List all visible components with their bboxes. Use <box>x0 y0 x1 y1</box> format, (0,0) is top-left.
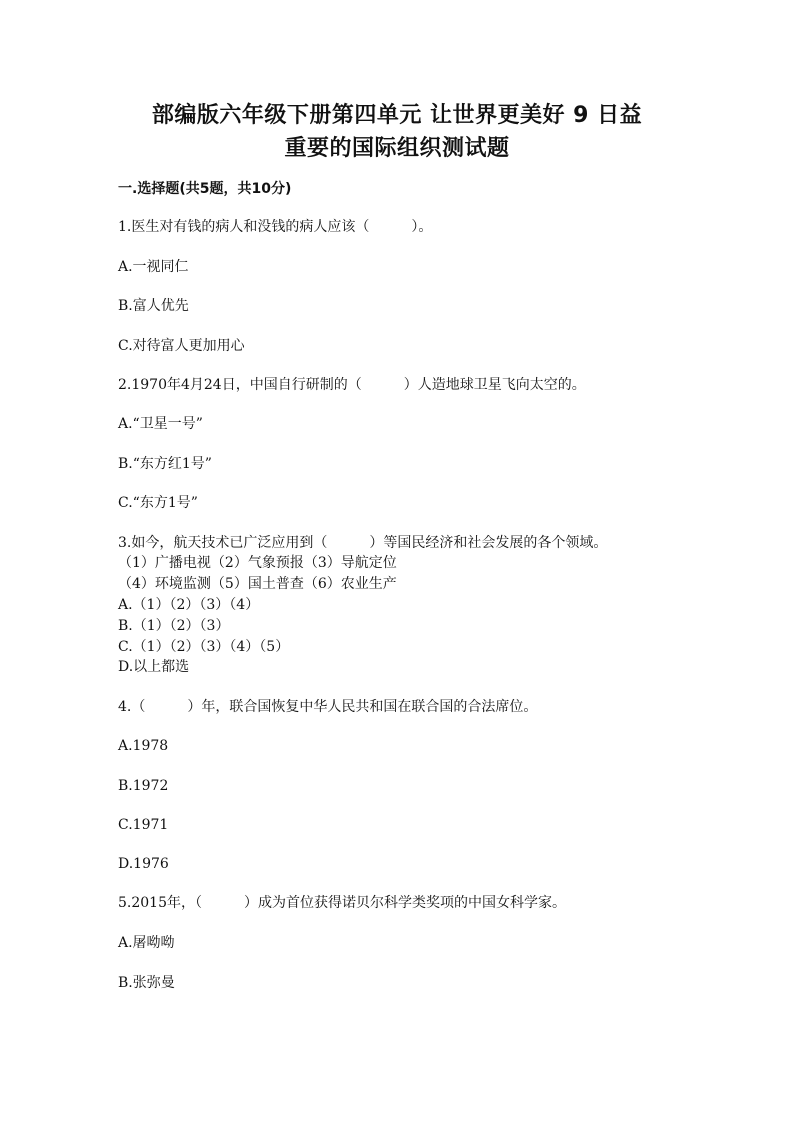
question-1-option-b: B.富人优先 <box>118 298 189 314</box>
question-4-option-b: B.1972 <box>118 778 169 794</box>
question-5-option-a: A.屠呦呦 <box>118 935 175 951</box>
question-4-stem: 4.（ ）年，联合国恢复中华人民共和国在联合国的合法席位。 <box>118 699 538 715</box>
question-2-stem: 2.1970年4月24日，中国自行研制的（ ）人造地球卫星飞向太空的。 <box>118 377 586 393</box>
question-4-option-d: D.1976 <box>118 856 169 872</box>
section-heading: 一.选择题(共5题，共10分) <box>118 181 292 197</box>
question-5-stem: 5.2015年，（ ）成为首位获得诺贝尔科学类奖项的中国女科学家。 <box>118 895 566 911</box>
question-3-subline-2: （4）环境监测（5）国土普查（6）农业生产 <box>118 576 397 592</box>
question-2-option-c: C.“东方1号” <box>118 495 198 511</box>
question-3-option-b: B.（1）（2）（3） <box>118 618 230 634</box>
question-5-option-b: B.张弥曼 <box>118 975 175 991</box>
question-3-option-c: C.（1）（2）（3）（4）（5） <box>118 639 290 655</box>
question-1-option-a: A.一视同仁 <box>118 259 189 275</box>
question-2-option-b: B.“东方红1号” <box>118 456 212 472</box>
question-3-stem: 3.如今，航天技术已广泛应用到（ ）等国民经济和社会发展的各个领域。 <box>118 535 608 551</box>
question-2-option-a: A.“卫星一号” <box>118 416 203 432</box>
question-1-stem: 1.医生对有钱的病人和没钱的病人应该（ ）。 <box>118 219 433 235</box>
question-3-option-a: A.（1）（2）（3）（4） <box>118 597 260 613</box>
question-1-option-c: C.对待富人更加用心 <box>118 338 245 354</box>
question-4-option-c: C.1971 <box>118 817 169 833</box>
question-4-option-a: A.1978 <box>118 738 169 754</box>
document-title-line-1: 部编版六年级下册第四单元 让世界更美好 9 日益 <box>151 103 643 128</box>
question-3-subline-1: （1）广播电视（2）气象预报（3）导航定位 <box>118 555 397 571</box>
question-3-option-d: D.以上都选 <box>118 659 190 675</box>
document-title-line-2: 重要的国际组织测试题 <box>284 136 510 161</box>
